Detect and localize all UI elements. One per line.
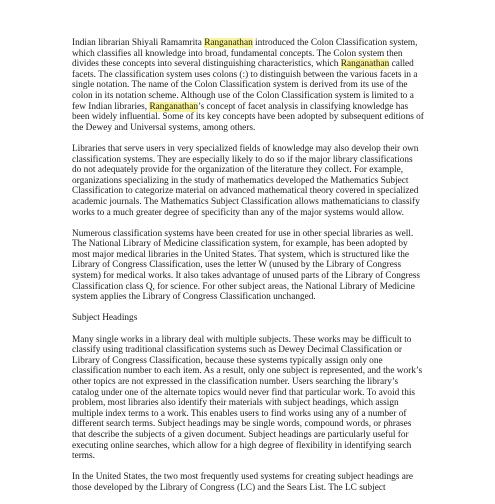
heading-text: Subject Headings (72, 313, 138, 324)
highlighted-term: Ranganathan (204, 38, 253, 48)
highlighted-term: Ranganathan (340, 59, 390, 70)
text-segment: Indian librarian Shiyali Ramamrita (72, 38, 205, 48)
text-segment: Libraries that serve users in very specialized fields of knowledge may also develop their own classification systems. They are especially likely to do so if the major library classifications do not adequately provide for the organization of the literature they collect. For example, organizations specializing in the study of mathematics developed the Mathematics Subject Classification to categorize material on advanced mathematical theory covered in specialized academic journals. The Mathematics Subject Classification allows mathematicians to classify works to a much greater degree of specificity than any of the major systems would allow. (72, 143, 420, 218)
text-segment: Many single works in a library deal with multiple subjects. These works may be difficult to classify using traditional classification systems such as Dewey Decimal Classification or Library of Congress Classification, because these systems typically assign only one classification number to each item. As a result, only one subject is represented, and the work’s other topics are not expressed in the classification number. Users searching the library’s catalog under one of the alternate topics would never find that particular work. To avoid this problem, most libraries also identify their materials with subject headings, which assign multiple index terms to a work. This enables users to find works using any of a number of different search terms. Subject headings may be single words, compound words, or phrases that describe the subjects of a given document. Subject headings are particularly useful for executing online searches, which allow for a high degree of flexibility in identifying search terms. (72, 334, 423, 462)
section-heading-subject-headings (72, 313, 424, 324)
paragraph-specialized-libraries (72, 144, 424, 218)
text-segment: ’s concept of facet analysis in classifying knowledge has been widely influential. Some of its key concepts have been adopted by subsequent editions of the Dewey and Universal systems, among others. (72, 101, 424, 133)
document-page (72, 38, 424, 504)
paragraph-lc-sears (72, 472, 424, 493)
text-segment: called facets. The classification system uses colons (:) to distinguish between the various facets in a single notation. The name of the Colon Classification system is derived from its use of the colon in its notation scheme. Although use of the Colon Classification system is limited to a few Indian libraries, (72, 59, 418, 112)
paragraph-colon-classification (72, 38, 424, 133)
paragraph-subject-headings (72, 335, 424, 462)
highlighted-term: Ranganathan (149, 101, 198, 112)
paragraph-special-library-systems (72, 229, 424, 303)
text-segment: In the United States, the two most frequently used systems for creating subject headings are those developed by the Library of Congress (LC) and the Sears List. The LC subject (72, 472, 414, 493)
text-segment: introduced the Colon Classification system, which classifies all knowledge into broad, fundamental concepts. The Colon system then divides these concepts into several distinguishing characteristics, which (72, 38, 418, 70)
text-segment: Numerous classification systems have been created for use in other special libraries as well. The National Library of Medicine classification system, for example, has been adopted by most major medical libraries in the United States. That system, which is structured like the Library of Congress Classification, uses the letter W (unused by the Library of Congress system) for medical works. It also takes advantage of unused parts of the Library of Congress Classification class Q, for science. For other subject areas, the National Library of Medicine system applies the Library of Congress Classification unchanged. (72, 228, 421, 303)
